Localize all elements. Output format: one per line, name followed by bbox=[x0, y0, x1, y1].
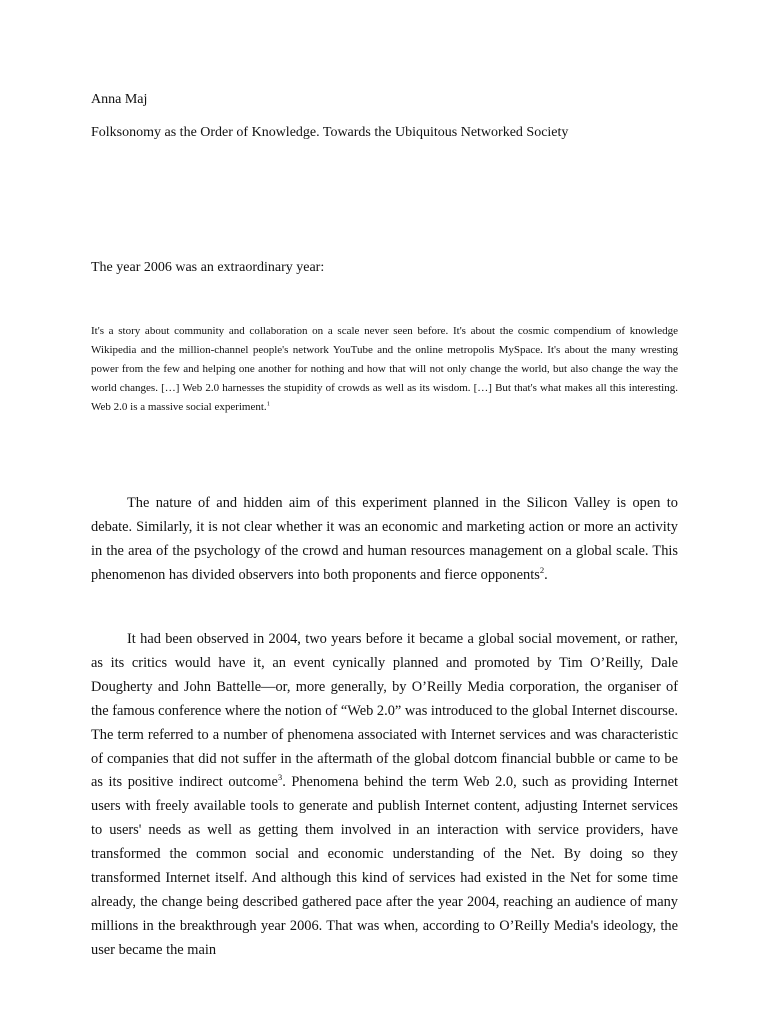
footnote-marker-1[interactable]: 1 bbox=[266, 400, 270, 408]
body-paragraph-1-end: . bbox=[544, 566, 548, 583]
intro-sentence: The year 2006 was an extraordinary year: bbox=[91, 260, 325, 275]
body-paragraph-1-text: The nature of and hidden aim of this experiment planned in the Silicon Valley is open to debate. Similarly, it is not clear whether it was an economic and marketing action or more an activity in the area of the psychology of the crowd and human resources management on a global scale. This phenomenon has divided observers into both proponents and fierce opponents bbox=[91, 495, 678, 583]
document-title: Folksonomy as the Order of Knowledge. Towards the Ubiquitous Networked Society bbox=[91, 125, 569, 140]
body-paragraph-2 bbox=[91, 628, 678, 963]
block-quote bbox=[91, 322, 678, 417]
body-paragraph-1 bbox=[91, 492, 678, 588]
footnote-marker-2[interactable]: 2 bbox=[539, 564, 545, 575]
author-name: Anna Maj bbox=[91, 92, 148, 107]
body-paragraph-2-text-b: . Phenomena behind the term Web 2.0, such as providing Internet users with freely available tools to generate and publish Internet content, adjusting Internet services to users' needs as well as getting them involved in an interaction with service providers, have transformed the common social and economic understanding of the Net. By doing so they transformed Internet itself. And although this kind of services had existed in the Net for some time already, the change being described gathered pace after the year 2004, reaching an audience of many millions in the breakthrough year 2006. That was when, according to O’Reilly Media's ideology, the user became the main bbox=[91, 774, 678, 958]
body-paragraph-2-text-a: It had been observed in 2004, two years before it became a global social movement, or rather, as its critics would have it, an event cynically planned and promoted by Tim O’Reilly, Dale Dougherty and John Battelle—or, more generally, by O’Reilly Media corporation, the organiser of the famous conference where the notion of “Web 2.0” was introduced to the global Internet discourse. The term referred to a number of phenomena associated with Internet services and was characteristic of companies that did not suffer in the aftermath of the global dotcom financial bubble or came to be as its positive indirect outcome bbox=[91, 631, 678, 791]
footnote-marker-3[interactable]: 3 bbox=[277, 772, 283, 783]
block-quote-text: It's a story about community and collaboration on a scale never seen before. It's about the cosmic compendium of knowledge Wikipedia and the million-channel people's network YouTube and the online metropolis MySpace. It's about the many wresting power from the few and helping one another for nothing and how that will not only change the world, but also change the way the world changes. […] Web 2.0 harnesses the stupidity of crowds as well as its wisdom. […] But that's what makes all this interesting. Web 2.0 is a massive social experiment. bbox=[91, 325, 678, 413]
